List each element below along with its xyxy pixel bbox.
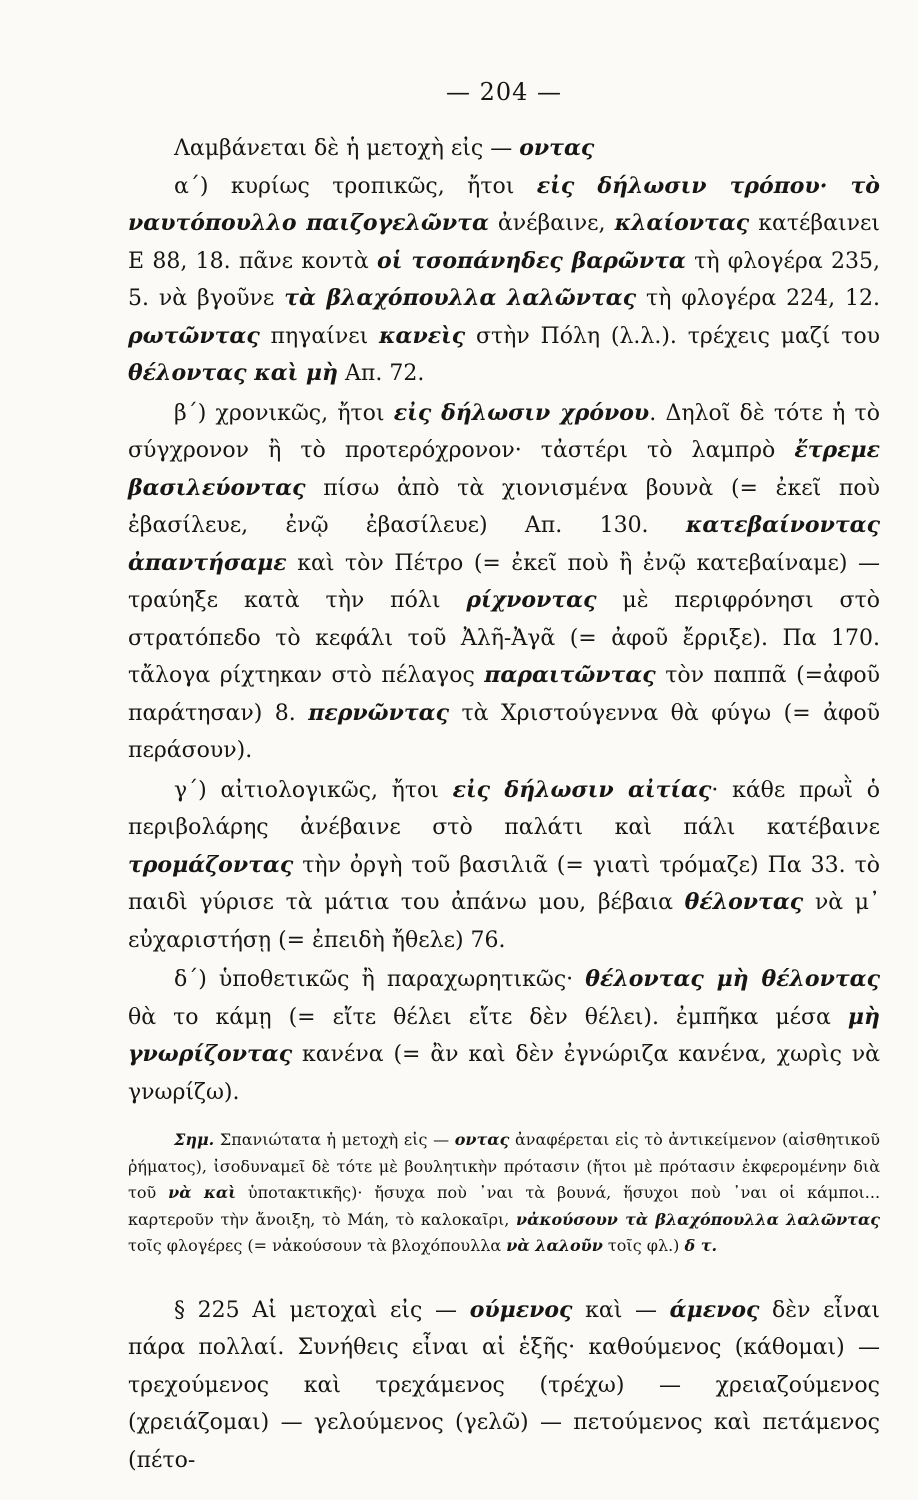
intro-paragraph [128, 130, 880, 168]
beta-emph-4: ρίχνοντας [466, 587, 597, 613]
alpha-text-4: τὴ φλογέρα 235, 5. νὰ βγοῦνε [128, 248, 881, 311]
beta-emph-6: περνῶντας [308, 699, 449, 726]
note-text-2: ἀναφέρεται εἰς τὸ ἀντικείμενον (αἰσθητικοῦ ῥήματος), ἰσοδυναμεῖ δὲ τότε μὲ βουλητικὴν πρότασιν (ἤτοι μὲ πρότασιν ἐκφερομένην διὰ τοῦ [128, 1130, 881, 1202]
section-emph-2: άμενος [669, 1296, 760, 1323]
note-text-3: ὑποτακτικῆς)· ἤσυχα ποὺ ᾽ναι τὰ βουνά, ἥσυχοι ποὺ ᾽ναι οἱ κάμποι... καρτεροῦν τὴν ἄνοιξη, τὸ Μάη, τὸ καλοκαῖρι, [128, 1183, 881, 1229]
alpha-text-7: στὴν Πόλη (λ.λ.). τρέχεις μαζί του [465, 323, 880, 349]
gamma-emph-3: θέλοντας [684, 889, 804, 915]
delta-emph-1: θέλοντας μὴ θέλοντας [585, 966, 880, 992]
section-text-3: δὲν εἶναι πάρα πολλαί. Συνήθεις εἶναι αἱ ἑξῆς· καθούμενος (κάθομαι) — τρεχούμενος καὶ τρεχάμενος (τρέχω) — χρειαζούμενος (χρειάζομαι) — γελούμενος (γελῶ) — πετούμενος καὶ πετάμενος (πέτο- [128, 1297, 881, 1473]
beta-text-7: τὰ Χριστούγεννα θὰ φύγω (= ἀφοῦ περάσουν). [128, 700, 881, 763]
gamma-paragraph [128, 772, 880, 960]
beta-emph-2: ἔτρεμε βασιλεύοντας [128, 437, 880, 501]
beta-text-1: β΄) χρονικῶς, ἤτοι [174, 400, 394, 426]
alpha-emph-1: εἰς δήλωσιν τρόπου· τὸ ναυτόπουλλο παιζογελῶντα [128, 172, 880, 236]
note-emph-4: νἀκούσουν τὰ βλαχόπουλλα λαλῶντας [516, 1209, 881, 1229]
alpha-paragraph [128, 168, 880, 393]
footnote [128, 1127, 880, 1260]
gamma-text-1: γ΄) αἰτιολογικῶς, ἤτοι [174, 777, 453, 803]
page [128, 78, 880, 1479]
alpha-emph-7: θέλοντας καὶ μὴ [128, 360, 339, 386]
section-text-2: καὶ — [572, 1297, 670, 1323]
alpha-emph-4: τὰ βλαχόπουλλα λαλῶντας [284, 285, 637, 311]
beta-paragraph [128, 395, 880, 770]
section-emph-1: ούμενος [469, 1296, 573, 1323]
beta-text-2: . Δηλοῖ δὲ τότε ἡ τὸ σύγχρονον ἢ τὸ προτερόχρονον· τἀστέρι τὸ λαμπρὸ [128, 400, 880, 463]
beta-emph-5: παραιτῶντας [484, 662, 656, 688]
gamma-text-2: · κάθε πρωῒ ὁ περιβολάρης ἀνέβαινε στὸ παλάτι καὶ πάλι κατέβαινε [128, 777, 880, 840]
beta-text-3: πίσω ἀπὸ τὰ χιονισμένα βουνὰ (= ἐκεῖ ποὺ ἐβασίλευε, ἐνῷ ἐβασίλευε) Απ. 130. [128, 475, 880, 538]
gamma-emph-1: εἰς δήλωσιν αἰτίας [452, 776, 712, 803]
beta-text-5: μὲ περιφρόνησι στὸ στρατόπεδο τὸ κεφάλι τοῦ Ἀλῆ-Ἀγᾶ (= ἀφοῦ ἔρριξε). Πα 170. τἄλογα ρίχτηκαν στὸ πέλαγος [128, 588, 880, 688]
alpha-text-6: πηγαίνει [259, 323, 380, 349]
gamma-emph-2: τρομάζοντας [128, 851, 294, 878]
note-text-1: Σπανιώτατα ἡ μετοχὴ εἰς — [214, 1130, 455, 1149]
section-225-paragraph [128, 1292, 880, 1480]
note-emph-5: νὰ λαλοῦν [506, 1236, 603, 1255]
alpha-text-2: ἀνέβαινε, [488, 211, 615, 236]
beta-emph-3: κατεβαίνοντας ἀπαντήσαμε [128, 512, 880, 576]
delta-text-2: θὰ το κάμῃ (= εἴτε θέλει εἴτε δὲν θέλει). ἐμπῆκα μέσα [128, 1004, 848, 1030]
beta-text-4: καὶ τὸν Πέτρο (= ἐκεῖ ποὺ ἢ ἐνῷ κατεβαίναμε) — τραύηξε κατὰ τὴν πόλι [128, 550, 880, 613]
note-text-5: τοῖς φλ.) [602, 1236, 685, 1255]
alpha-text-8: Απ. 72. [338, 361, 425, 386]
beta-emph-1: εἰς δήλωσιν χρόνου [393, 399, 650, 426]
page-number: — 204 — [445, 78, 563, 106]
intro-emph: οντας [519, 135, 595, 161]
intro-text: Λαμβάνεται δὲ ἡ μετοχὴ εἰς — [174, 136, 520, 161]
note-text-4: τοῖς φλογέρες (= νἀκούσουν τὰ βλοχόπουλλα [128, 1236, 507, 1255]
note-emph-3: νὰ καὶ [168, 1183, 236, 1202]
delta-text-1: δ΄) ὑποθετικῶς ἢ παραχωρητικῶς· [174, 967, 586, 992]
alpha-emph-3: οἱ τσοπάνηδες βαρῶντα [377, 247, 686, 274]
section-text-1: § 225 Αἱ μετοχαὶ εἰς — [174, 1297, 470, 1323]
beta-text-6: τὸν παππᾶ (=ἀφοῦ παράτησαν) 8. [128, 663, 880, 726]
alpha-text-1: α΄) κυρίως τροπικῶς, ἤτοι [174, 173, 537, 199]
note-emph-6: δ τ. [684, 1236, 718, 1255]
delta-emph-2: μὴ γνωρίζοντας [128, 1003, 880, 1067]
gamma-text-3: τὴν ὀργὴ τοῦ βασιλιᾶ (= γιατὶ τρόμαζε) Πα 33. τὸ παιδὶ γύρισε τὰ μάτια του ἀπάνω μου, βέβαια [128, 852, 880, 915]
note-emph-2: οντας [454, 1130, 510, 1149]
alpha-emph-5: ρωτῶντας [128, 322, 260, 349]
note-emph-1: Σημ. [174, 1130, 215, 1149]
alpha-text-3: κατέβαινει Ε 88, 18. πᾶνε κοντὰ [128, 211, 880, 274]
delta-text-3: κανένα (= ἂν καὶ δὲν ἐγνώριζα κανένα, χωρὶς νὰ γνωρίζω). [128, 1042, 880, 1105]
alpha-emph-2: κλαίοντας [614, 210, 750, 236]
delta-paragraph [128, 961, 880, 1111]
gamma-text-4: νὰ μ᾽ εὐχαριστήσῃ (= ἐπειδὴ ἤθελε) 76. [128, 890, 880, 953]
alpha-emph-6: κανεὶς [379, 322, 466, 349]
alpha-text-5: τὴ φλογέρα 224, 12. [636, 286, 880, 311]
